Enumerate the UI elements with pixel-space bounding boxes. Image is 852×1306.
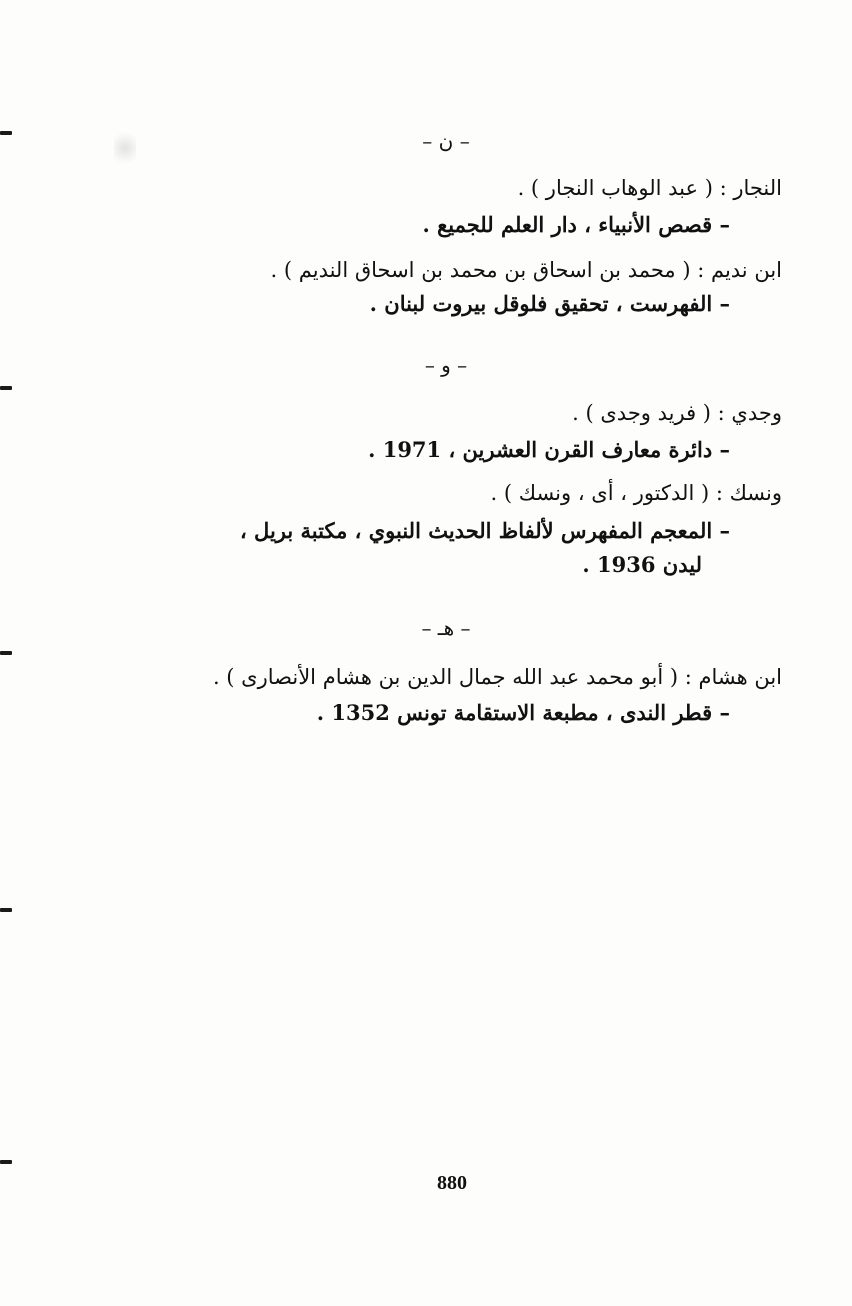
work-entry: – دائرة معارف القرن العشرين ، 1971 . [368,437,730,462]
author-entry: ابن نديم : ( محمد بن اسحاق بن محمد بن اسحاق النديم ) . [270,258,782,282]
author-entry: ابن هشام : ( أبو محمد عبد الله جمال الدين بن هشام الأنصارى ) . [212,665,782,689]
section-heading-ha: – هـ – [421,616,471,640]
margin-mark [0,1160,12,1164]
margin-mark [0,908,12,912]
section-heading-nun: – ن – [422,129,470,153]
work-entry: – الفهرست ، تحقيق فلوقل بيروت لبنان . [369,291,730,316]
section-heading-waw: – و – [424,353,468,377]
margin-mark [0,386,12,390]
work-entry: – قصص الأنبياء ، دار العلم للجميع . [422,212,730,237]
author-entry: النجار : ( عبد الوهاب النجار ) . [517,176,782,200]
author-entry: وجدي : ( فريد وجدى ) . [572,401,782,425]
author-entry: ونسك : ( الدكتور ، أى ، ونسك ) . [490,481,782,505]
margin-mark [0,651,12,655]
work-entry: – المعجم المفهرس لألفاظ الحديث النبوي ، مكتبة بريل ، [239,518,730,543]
page-number: 880 [437,1172,467,1194]
work-entry-continuation: ليدن 1936 . [582,552,702,577]
work-entry: – قطر الندى ، مطبعة الاستقامة تونس 1352 . [316,700,730,725]
